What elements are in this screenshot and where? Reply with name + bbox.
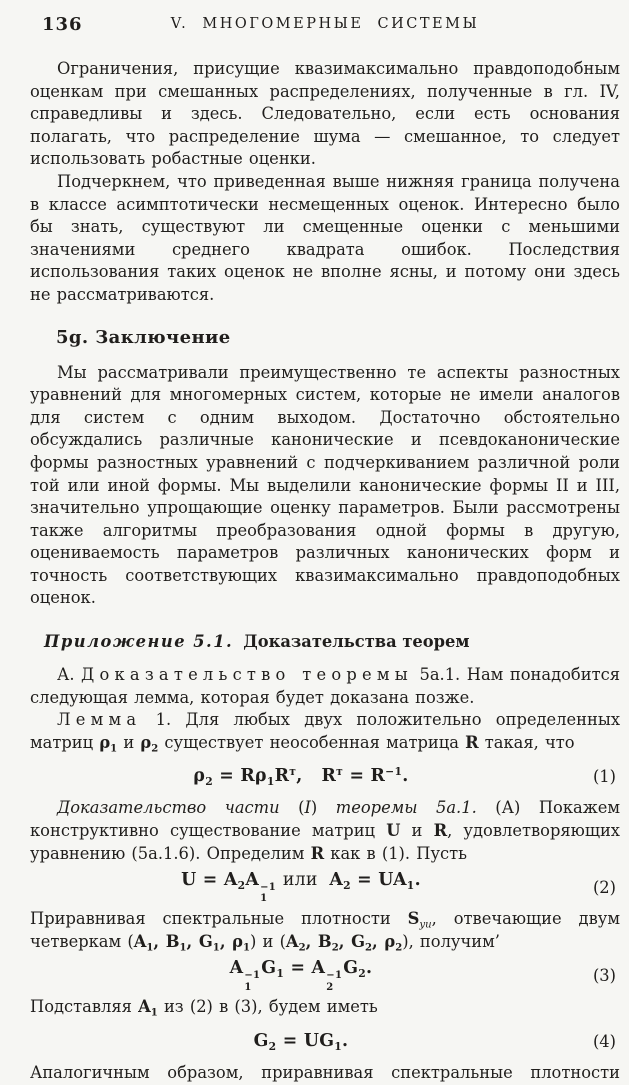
equation-2-number: (2) — [592, 877, 616, 897]
equation-1-formula: $\rho_2 = R\rho_1R^т$, $R^т = R^{-1}$. — [193, 765, 409, 789]
equation-3-number: (3) — [592, 965, 616, 985]
appendix-heading — [44, 632, 620, 651]
running-title: V. МНОГОМЕРНЫЕ СИСТЕМЫ — [170, 16, 480, 32]
equation-2-formula: $U = A_2A$ −1 1 или $A_2 = UA_1$. — [181, 869, 421, 905]
equation-3-formula: A −1 1 $G_1 = A$ −1 2 $G_2$. — [229, 957, 373, 993]
paragraph-lemma-1: Лемма 1. Для любых двух положительно определенных матриц $\rho_1$ и $\rho_2$ существует неособенная матрица R такая, что — [30, 710, 620, 755]
paragraph-equate-densities: Приравнивая спектральные плотности $S_{yu}$, отвечающие двум четверкам ($A_1$, $B_1$, $G_1$, $\rho_1$) и ($A_2$, $B_2$, $G_2$, $\rho_2$), получим’ — [30, 909, 620, 954]
paragraph-conclusion: Мы рассматривали преимущественно те аспекты разностных уравнений для многомерных систем, которые не имели аналогов для систем с одним выходом. Достаточно обстоятельно обсуждались различные канонические и псевдоканонические формы разностных уравнений с подчеркиванием различной роли той или иной формы. Мы выделили канонические формы II и III, значительно упрощающие оценку параметров. Были рассмотрены также алгоритмы преобразования одной формы в другую, оцениваемость параметров различных канонических форм и точность соответствующих квазимаксимально правдоподобных оценок. — [30, 362, 620, 608]
paragraph-substitute: Подставляя $A_1$ из (2) в (3), будем иметь — [30, 997, 378, 1019]
appendix-label: Приложение 5.1. — [44, 632, 234, 652]
paragraph-proof-part-1: Доказательство части (I) теоремы 5а.1. (А) Покажем конструктивно существование матриц U и R, удовлетворяющих уравнению (5а.1.6). Определим R как в (1). Пусть — [30, 798, 620, 863]
paragraph-analogously: Апалогичным образом, приравнивая спектральные плотности — [30, 1063, 620, 1082]
page-number: 136 — [42, 14, 83, 35]
equation-4 — [30, 1026, 620, 1056]
paragraph-proof-theorem-intro: А. Доказательство теоремы 5а.1. Нам понадобится следующая лемма, которая будет доказана позже. — [30, 665, 620, 707]
paragraph-lower-bound: Подчеркнем, что приведенная выше нижняя граница получена в классе асимптотически несмещенных оценок. Интересно было бы знать, существуют ли смещенные оценки с меньшими значениями среднего квадрата ошибок. Последствия использования таких оценок не вполне ясны, и потому они здесь не рассматриваются. — [30, 171, 620, 304]
appendix-title: Доказательства теорем — [243, 632, 470, 652]
equation-4-formula: $G_2 = UG_1$. — [253, 1031, 349, 1053]
page-header — [30, 14, 620, 36]
section-heading-conclusion: 5g. Заключение — [56, 326, 231, 348]
equation-1-number: (1) — [592, 766, 616, 786]
equation-2 — [30, 869, 620, 905]
equation-3 — [30, 957, 620, 993]
equation-1 — [30, 761, 620, 791]
paragraph-limitations: Ограничения, присущие квазимаксимально правдоподобным оценкам при смешанных распределениях, полученные в гл. IV, справедливы и здесь. Следовательно, если есть основания полагать, что распределение шума — смешанное, то следует использовать робастные оценки. — [30, 59, 620, 169]
equation-4-number: (4) — [592, 1031, 616, 1051]
